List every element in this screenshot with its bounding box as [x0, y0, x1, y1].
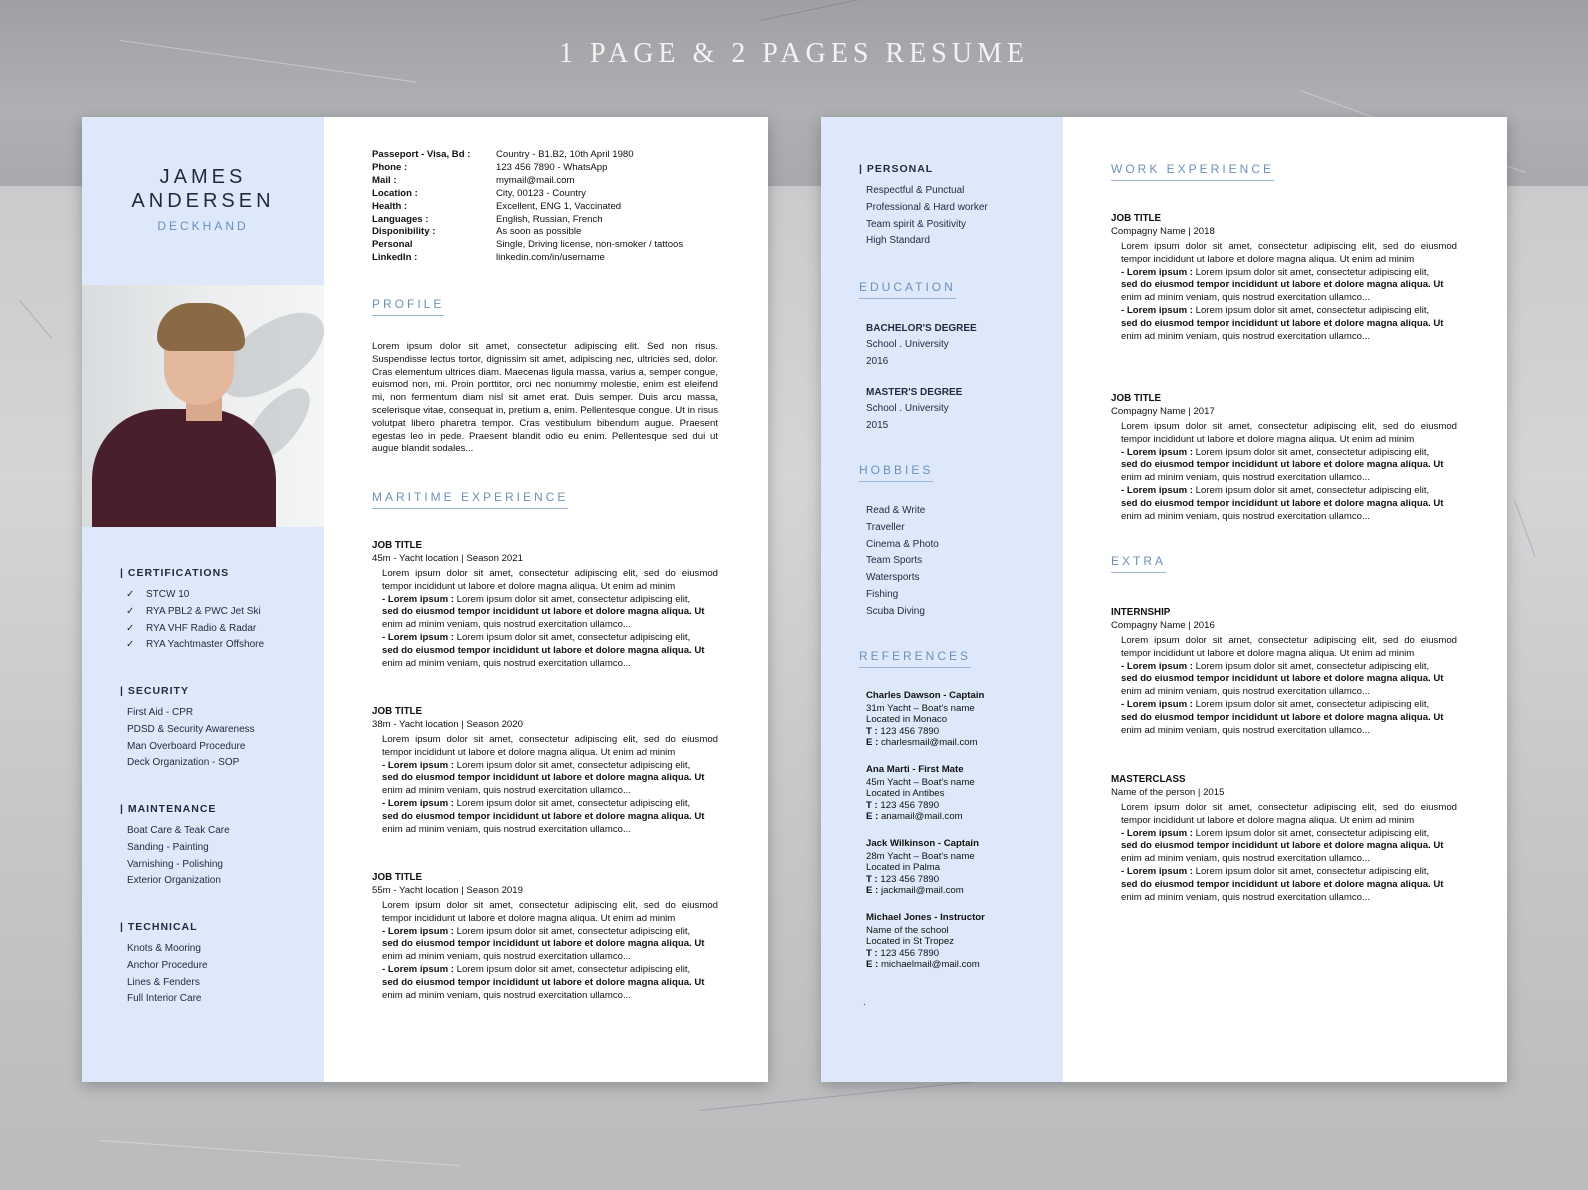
education-entry: [866, 385, 962, 434]
list-item: Deck Organization - SOP: [127, 757, 240, 769]
job-subtitle: 38m - Yacht location | Season 2020: [372, 719, 523, 730]
list-item: Knots & Mooring: [127, 943, 201, 954]
reference-entry: Charles Dawson - Captain 31m Yacht – Boat's name Located in Monaco T : 123 456 7890 E : charlesmail@mail.com: [866, 690, 985, 748]
banner-title: 1 PAGE & 2 PAGES RESUME: [558, 38, 1030, 69]
list-item: Anchor Procedure: [127, 959, 208, 971]
job-title: JOB TITLE: [372, 872, 423, 883]
job-role: DECKHAND: [157, 219, 249, 233]
job-title: MASTERCLASS: [1111, 774, 1186, 785]
job-entry: [372, 706, 718, 836]
list-item: Man Overboard Procedure: [127, 740, 246, 752]
job-subtitle: Compagny Name | 2018: [1111, 226, 1215, 237]
list-item: Cinema & Photo: [866, 538, 939, 550]
detail-row: Phone : 123 456 7890 - WhatsApp: [372, 161, 608, 173]
technical-list: [127, 941, 208, 1008]
heading-underline: [1111, 572, 1166, 573]
profile-text: Lorem ipsum dolor sit amet, consectetur adipiscing elit. Sed non risus. Suspendisse lectus tortor, dignissim sit amet, adipiscing nec, ultricies sed, dolor. Cras elementum ultrices diam. Maecenas ligula massa, varius a, semper congue, euismod non, mi. Proin porttitor, orci nec nonummy molestie, enim est eleifend mi, non fermentum diam nisl sit amet erat. Duis semper. Duis arcu massa, scelerisque vitae, consequat in, pretium a, enim. Pellentesque congue. Ut in risus volutpat libero pharetra tempor. Cras vestibulum bibendum augue. Praesent egestas leo in pede. Praesent blandit odio eu enim. Pellentesque sed dui ut augue blandit sodales...: [372, 341, 718, 455]
name-block: [82, 165, 324, 233]
list-item: Lines & Fenders: [127, 976, 200, 988]
detail-row: LinkedIn : linkedin.com/in/username: [372, 252, 605, 264]
job-title: JOB TITLE: [1111, 213, 1162, 224]
technical-title: | TECHNICAL: [120, 921, 198, 933]
list-item: Respectful & Punctual: [866, 185, 965, 196]
check-icon: ✓: [126, 589, 135, 600]
job-title: JOB TITLE: [372, 706, 423, 717]
detail-row: Location : City, 00123 - Country: [372, 187, 586, 199]
detail-row: Passeport - Visa, Bd : Country - B1.B2, 10th April 1980: [372, 149, 634, 160]
list-item: Watersports: [866, 572, 920, 584]
list-item: Boat Care & Teak Care: [127, 825, 230, 836]
job-subtitle: Compagny Name | 2017: [1111, 406, 1215, 417]
heading-underline: [1111, 180, 1274, 181]
heading-underline: [859, 481, 933, 482]
reference-name: Jack Wilkinson - Captain: [866, 838, 979, 849]
stray-dot: .: [863, 997, 866, 1008]
detail-row: Personal Single, Driving license, non-smoker / tattoos: [372, 239, 684, 251]
list-item: High Standard: [866, 235, 930, 247]
degree: MASTER'S DEGREE: [866, 387, 963, 398]
references-heading: REFERENCES: [859, 649, 971, 668]
personal-title: | PERSONAL: [859, 163, 934, 175]
job-title: INTERNSHIP: [1111, 607, 1171, 618]
maintenance-list: [127, 823, 230, 890]
work-experience-heading: WORK EXPERIENCE: [1111, 162, 1274, 181]
job-entry: [372, 872, 718, 1002]
heading-underline: [859, 298, 956, 299]
job-description: Lorem ipsum dolor sit amet, consectetur adipiscing elit, sed do eiusmod tempor incididunt ut labore et dolore magna aliqua. Ut enim ad minim - Lorem ipsum : Lorem ipsum dolor sit amet, consectetur adipiscing elit, sed do eiusmod tempor incididunt ut labore et dolore magna aliqua. Ut enim ad minim veniam, quis nostrud exercitation ullamco... - Lorem ipsum : Lorem ipsum dolor sit amet, consectetur adipiscing elit, sed do eiusmod tempor incididunt ut labore et dolore magna aliqua. Ut enim ad minim veniam, quis nostrud exercitation ullamco...: [382, 568, 718, 669]
job-entry: [372, 540, 718, 670]
job-description: Lorem ipsum dolor sit amet, consectetur adipiscing elit, sed do eiusmod tempor incididunt ut labore et dolore magna aliqua. Ut enim ad minim - Lorem ipsum : Lorem ipsum dolor sit amet, consectetur adipiscing elit, sed do eiusmod tempor incididunt ut labore et dolore magna aliqua. Ut enim ad minim veniam, quis nostrud exercitation ullamco... - Lorem ipsum : Lorem ipsum dolor sit amet, consectetur adipiscing elit, sed do eiusmod tempor incididunt ut labore et dolore magna aliqua. Ut enim ad minim veniam, quis nostrud exercitation ullamco...: [1121, 635, 1457, 736]
marble-vein: [1514, 500, 1535, 557]
list-item: Full Interior Care: [127, 993, 202, 1005]
list-item: Team Sports: [866, 555, 923, 567]
detail-row: Mail : mymail@mail.com: [372, 174, 575, 186]
reference-entry: Jack Wilkinson - Captain 28m Yacht – Boat's name Located in Palma T : 123 456 7890 E : jackmail@mail.com: [866, 838, 979, 896]
profile-heading: PROFILE: [372, 297, 444, 316]
reference-name: Ana Marti - First Mate: [866, 764, 964, 775]
hobbies-list: [866, 503, 939, 621]
profile-photo: [82, 285, 324, 527]
check-icon: ✓: [126, 605, 135, 617]
school: School . University: [866, 403, 949, 415]
list-item: Team spirit & Positivity: [866, 218, 967, 230]
detail-row: Disponibility : As soon as possible: [372, 226, 582, 238]
list-item: ✓ RYA Yachtmaster Offshore: [126, 637, 264, 654]
heading-underline: [372, 315, 444, 316]
heading-underline: [859, 667, 971, 668]
security-list: [127, 705, 255, 772]
school: School . University: [866, 339, 949, 351]
list-item: ✓ STCW 10: [126, 587, 264, 604]
list-item: Traveller: [866, 521, 905, 533]
job-subtitle: Compagny Name | 2016: [1111, 620, 1215, 631]
list-item: Fishing: [866, 588, 899, 600]
check-icon: ✓: [126, 639, 135, 651]
list-item: PDSD & Security Awareness: [127, 723, 255, 735]
list-item: ✓ RYA PBL2 & PWC Jet Ski: [126, 604, 264, 621]
job-title: JOB TITLE: [372, 540, 423, 551]
resume-page-2: [821, 117, 1507, 1082]
job-entry: [1111, 393, 1457, 523]
security-title: | SECURITY: [120, 685, 189, 697]
first-name: JAMES: [159, 166, 247, 188]
list-item: ✓ RYA VHF Radio & Radar: [126, 621, 264, 638]
education-entry: [866, 321, 977, 370]
check-icon: ✓: [126, 622, 135, 634]
reference-name: Charles Dawson - Captain: [866, 690, 985, 701]
job-subtitle: 45m - Yacht location | Season 2021: [372, 553, 523, 564]
job-title: JOB TITLE: [1111, 393, 1162, 404]
year: 2015: [866, 419, 889, 431]
job-description: Lorem ipsum dolor sit amet, consectetur adipiscing elit, sed do eiusmod tempor incididunt ut labore et dolore magna aliqua. Ut enim ad minim - Lorem ipsum : Lorem ipsum dolor sit amet, consectetur adipiscing elit, sed do eiusmod tempor incididunt ut labore et dolore magna aliqua. Ut enim ad minim veniam, quis nostrud exercitation ullamco... - Lorem ipsum : Lorem ipsum dolor sit amet, consectetur adipiscing elit, sed do eiusmod tempor incididunt ut labore et dolore magna aliqua. Ut enim ad minim veniam, quis nostrud exercitation ullamco...: [382, 900, 718, 1001]
detail-row: Languages : English, Russian, French: [372, 213, 603, 225]
resume-page-1: [82, 117, 768, 1082]
list-item: Professional & Hard worker: [866, 201, 988, 213]
personal-list: [866, 183, 988, 250]
marble-vein: [700, 1081, 979, 1111]
education-heading: EDUCATION: [859, 280, 956, 299]
degree: BACHELOR'S DEGREE: [866, 323, 977, 334]
heading-underline: [372, 508, 568, 509]
job-description: Lorem ipsum dolor sit amet, consectetur adipiscing elit, sed do eiusmod tempor incididunt ut labore et dolore magna aliqua. Ut enim ad minim - Lorem ipsum : Lorem ipsum dolor sit amet, consectetur adipiscing elit, sed do eiusmod tempor incididunt ut labore et dolore magna aliqua. Ut enim ad minim veniam, quis nostrud exercitation ullamco... - Lorem ipsum : Lorem ipsum dolor sit amet, consectetur adipiscing elit, sed do eiusmod tempor incididunt ut labore et dolore magna aliqua. Ut enim ad minim veniam, quis nostrud exercitation ullamco...: [1121, 241, 1457, 342]
maintenance-title: | MAINTENANCE: [120, 803, 217, 815]
marble-vein: [19, 300, 52, 339]
list-item: Sanding - Painting: [127, 841, 209, 853]
personal-details: [372, 149, 683, 265]
reference-entry: Ana Marti - First Mate 45m Yacht – Boat's name Located in Antibes T : 123 456 7890 E : anamail@mail.com: [866, 764, 975, 822]
detail-row: Health : Excellent, ENG 1, Vaccinated: [372, 200, 622, 212]
certifications-list: [126, 587, 264, 654]
hobbies-heading: HOBBIES: [859, 463, 933, 482]
list-item: First Aid - CPR: [127, 707, 194, 718]
maritime-heading: MARITIME EXPERIENCE: [372, 490, 568, 509]
extra-heading: EXTRA: [1111, 554, 1166, 573]
list-item: Scuba Diving: [866, 605, 925, 617]
job-description: Lorem ipsum dolor sit amet, consectetur adipiscing elit, sed do eiusmod tempor incididunt ut labore et dolore magna aliqua. Ut enim ad minim - Lorem ipsum : Lorem ipsum dolor sit amet, consectetur adipiscing elit, sed do eiusmod tempor incididunt ut labore et dolore magna aliqua. Ut enim ad minim veniam, quis nostrud exercitation ullamco... - Lorem ipsum : Lorem ipsum dolor sit amet, consectetur adipiscing elit, sed do eiusmod tempor incididunt ut labore et dolore magna aliqua. Ut enim ad minim veniam, quis nostrud exercitation ullamco...: [1121, 802, 1457, 903]
job-description: Lorem ipsum dolor sit amet, consectetur adipiscing elit, sed do eiusmod tempor incididunt ut labore et dolore magna aliqua. Ut enim ad minim - Lorem ipsum : Lorem ipsum dolor sit amet, consectetur adipiscing elit, sed do eiusmod tempor incididunt ut labore et dolore magna aliqua. Ut enim ad minim veniam, quis nostrud exercitation ullamco... - Lorem ipsum : Lorem ipsum dolor sit amet, consectetur adipiscing elit, sed do eiusmod tempor incididunt ut labore et dolore magna aliqua. Ut enim ad minim veniam, quis nostrud exercitation ullamco...: [382, 734, 718, 835]
marble-vein: [100, 1140, 459, 1166]
list-item: Exterior Organization: [127, 875, 221, 887]
person-hair: [157, 303, 245, 351]
job-subtitle: Name of the person | 2015: [1111, 787, 1225, 798]
person-sweater: [92, 409, 276, 527]
list-item: Read & Write: [866, 505, 926, 516]
job-subtitle: 55m - Yacht location | Season 2019: [372, 885, 523, 896]
job-entry: [1111, 774, 1457, 904]
job-entry: [1111, 213, 1457, 343]
job-description: Lorem ipsum dolor sit amet, consectetur adipiscing elit, sed do eiusmod tempor incididunt ut labore et dolore magna aliqua. Ut enim ad minim - Lorem ipsum : Lorem ipsum dolor sit amet, consectetur adipiscing elit, sed do eiusmod tempor incididunt ut labore et dolore magna aliqua. Ut enim ad minim veniam, quis nostrud exercitation ullamco... - Lorem ipsum : Lorem ipsum dolor sit amet, consectetur adipiscing elit, sed do eiusmod tempor incididunt ut labore et dolore magna aliqua. Ut enim ad minim veniam, quis nostrud exercitation ullamco...: [1121, 421, 1457, 522]
last-name: ANDERSEN: [131, 190, 275, 212]
reference-name: Michael Jones - Instructor: [866, 912, 985, 923]
reference-entry: Michael Jones - Instructor Name of the school Located in St Tropez T : 123 456 7890 E : michaelmail@mail.com: [866, 912, 985, 970]
list-item: Varnishing - Polishing: [127, 858, 223, 870]
certifications-title: | CERTIFICATIONS: [120, 567, 230, 579]
year: 2016: [866, 355, 889, 367]
job-entry: [1111, 607, 1457, 737]
